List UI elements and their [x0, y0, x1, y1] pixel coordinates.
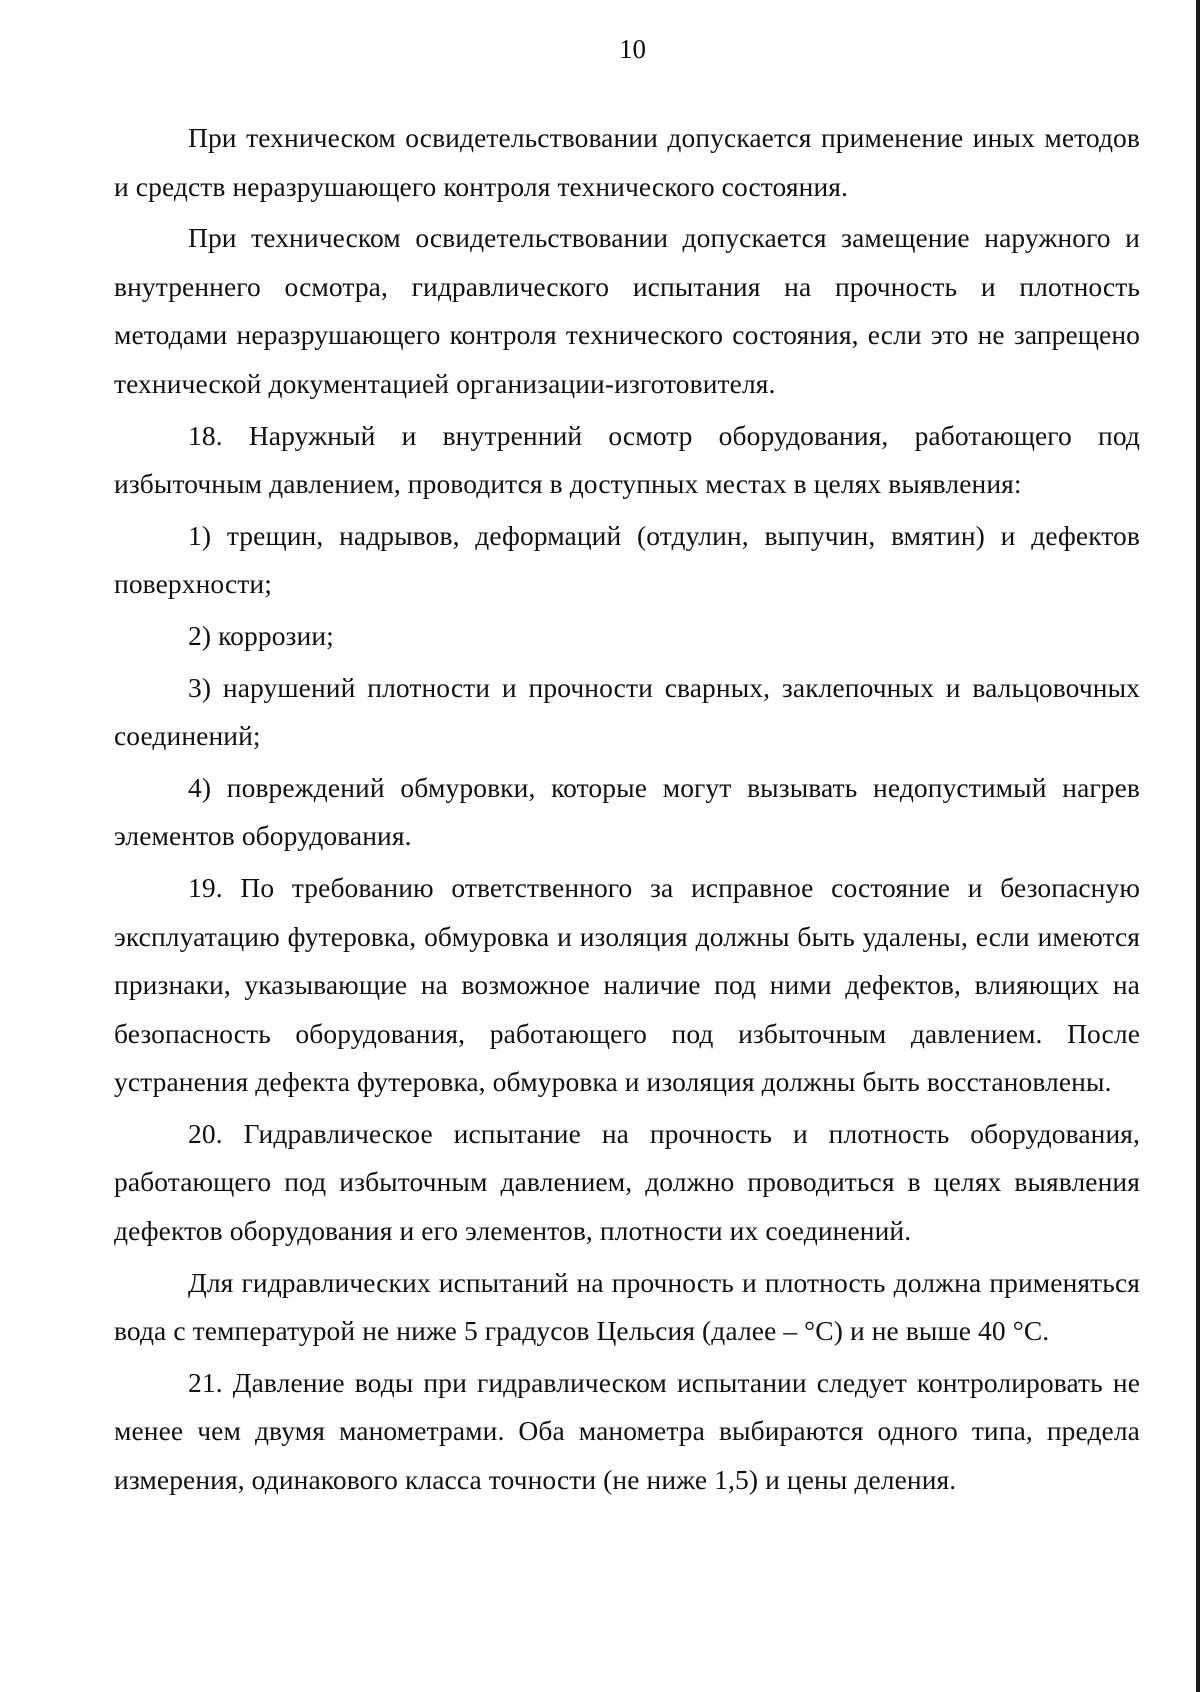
list-item-corrosion: 2) коррозии;: [188, 619, 334, 651]
paragraph-item-21: 21. Давление воды при гидравлическом испытании следует контролировать не менее чем двумя манометрами. Оба манометра выбираются одного типа, предела измерения, одинакового класса точности (не ниже 1,5) и цены деления.: [114, 1366, 1140, 1496]
list-item-joints: 3) нарушений плотности и прочности сварных, заклепочных и вальцовочных соединений;: [114, 671, 1140, 752]
paragraph-alt-methods: При техническом освидетельствовании допускается применение иных методов и средств неразрушающего контроля технического состояния.: [114, 122, 1140, 202]
list-item-cracks: 1) трещин, надрывов, деформаций (отдулин, выпучин, вмятин) и дефектов поверхности;: [114, 519, 1140, 600]
paragraph-replacement-inspection: При техническом освидетельствовании допускается замещение наружного и внутреннего осмотра, гидравлического испытания на прочность и плотность методами неразрушающего контроля технического состояния, если это не запрещено технической документацией организации-изготовителя.: [114, 222, 1140, 399]
list-item-brickwork: 4) повреждений обмуровки, которые могут вызывать недопустимый нагрев элементов оборудования.: [114, 771, 1140, 852]
paragraph-item-18: 18. Наружный и внутренний осмотр оборудования, работающего под избыточным давлением, проводится в доступных местах в целях выявления:: [114, 419, 1140, 500]
paragraph-water-temperature: Для гидравлических испытаний на прочность и плотность должна применяться вода с температурой не ниже 5 градусов Цельсия (далее – °С) и не выше 40 °С.: [114, 1266, 1140, 1347]
document-body: [114, 114, 1140, 1508]
page-number: 10: [619, 34, 646, 64]
scan-edge-border: [1196, 0, 1200, 1692]
paragraph-item-20: 20. Гидравлическое испытание на прочность и плотность оборудования, работающего под избыточным давлением, должно проводиться в целях выявления дефектов оборудования и его элементов, плотности их соединений.: [114, 1117, 1140, 1247]
paragraph-item-19: 19. По требованию ответственного за исправное состояние и безопасную эксплуатацию футеровка, обмуровка и изоляция должны быть удалены, если имеются признаки, указывающие на возможное наличие под ними дефектов, влияющих на безопасность оборудования, работающего под избыточным давлением. После устранения дефекта футеровка, обмуровка и изоляция должны быть восстановлены.: [114, 871, 1140, 1098]
